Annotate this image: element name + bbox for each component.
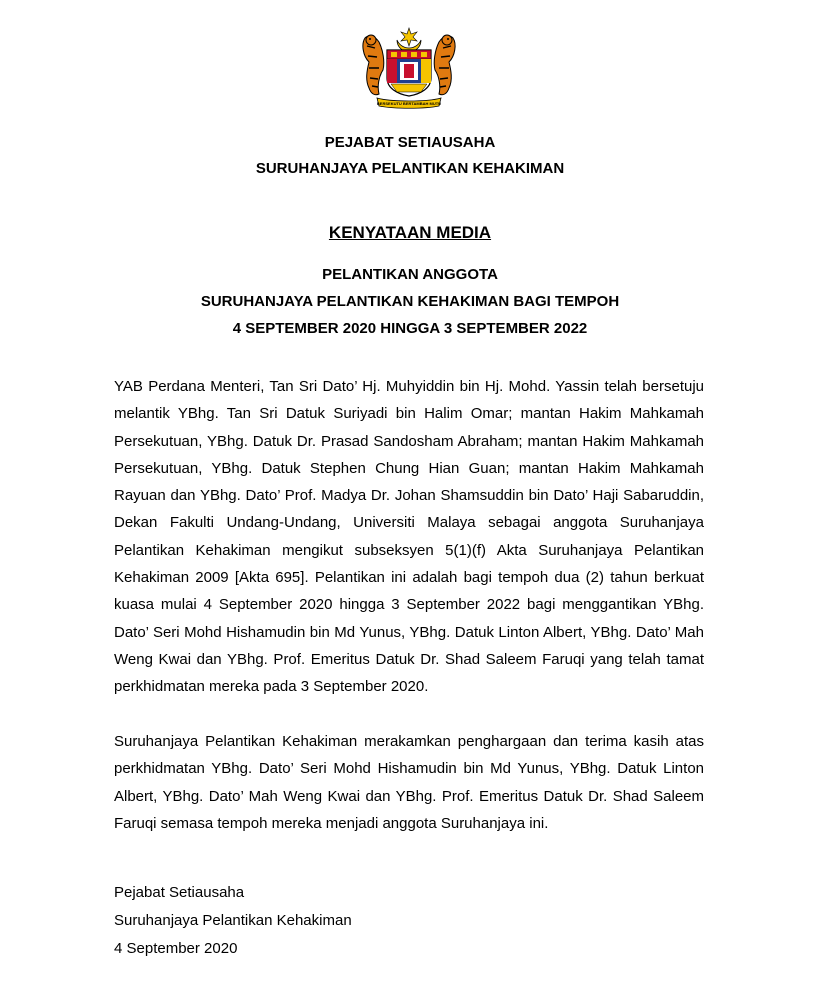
right-tiger-icon — [434, 35, 455, 95]
paragraph-appreciation: Suruhanjaya Pelantikan Kehakiman merakamkan penghargaan dan terima kasih atas perkhidmatan YBhg. Dato’ Seri Mohd Hishamudin bin Md Yunus, YBhg. Datuk Linton Albert, YBhg. Dato’ Mah Weng Kwai dan YBhg. Prof. Emeritus Datuk Dr. Shad Saleem Faruqi semasa tempoh mereka menjadi anggota Suruhanjaya ini. — [114, 733, 704, 832]
crescent-star-icon — [397, 28, 421, 52]
svg-text:BERSEKUTU BERTAMBAH MUTU: BERSEKUTU BERTAMBAH MUTU — [376, 101, 442, 106]
office-heading — [0, 130, 820, 182]
subtitle-line-3: 4 SEPTEMBER 2020 HINGGA 3 SEPTEMBER 2022 — [232, 320, 588, 337]
signoff-date: 4 September 2020 — [114, 940, 238, 957]
subtitle-line-2: SURUHANJAYA PELANTIKAN KEHAKIMAN BAGI TEMPOH — [200, 293, 620, 310]
signoff-commission: Suruhanjaya Pelantikan Kehakiman — [114, 912, 352, 929]
motto-scroll — [377, 98, 441, 108]
document-subtitle — [0, 261, 820, 342]
signoff-block — [114, 879, 352, 963]
signoff-office: Pejabat Setiausaha — [114, 884, 245, 901]
office-heading-line-2: SURUHANJAYA PELANTIKAN KEHAKIMAN — [255, 160, 565, 177]
left-tiger-icon — [363, 35, 384, 95]
document-title-text: KENYATAAN MEDIA — [328, 223, 492, 242]
subtitle-line-1: PELANTIKAN ANGGOTA — [322, 266, 498, 283]
shield-icon — [387, 50, 431, 96]
document-title — [0, 221, 820, 245]
malaysia-coat-of-arms-icon — [357, 26, 461, 110]
paragraph-appointment: YAB Perdana Menteri, Tan Sri Dato’ Hj. Muhyiddin bin Hj. Mohd. Yassin telah bersetuju melantik YBhg. Tan Sri Datuk Suriyadi bin Halim Omar; mantan Hakim Mahkamah Persekutuan, YBhg. Datuk Dr. Prasad Sandosham Abraham; mantan Hakim Mahkamah Persekutuan, YBhg. Datuk Stephen Chung Hian Guan; mantan Hakim Mahkamah Rayuan dan YBhg. Dato’ Prof. Madya Dr. Johan Shamsuddin bin Dato’ Haji Sabaruddin, Dekan Fakulti Undang-Undang, Universiti Malaya sebagai anggota Suruhanjaya Pelantikan Kehakiman mengikut subseksyen 5(1)(f) Akta Suruhanjaya Pelantikan Kehakiman 2009 [Akta 695]. Pelantikan ini adalah bagi tempoh dua (2) tahun berkuat kuasa mulai 4 September 2020 hingga 3 September 2022 bagi menggantikan YBhg. Dato’ Seri Mohd Hishamudin bin Md Yunus, YBhg. Datuk Linton Albert, YBhg. Dato’ Mah Weng Kwai dan YBhg. Prof. Emeritus Datuk Dr. Shad Saleem Faruqi yang telah tamat perkhidmatan mereka pada 3 September 2020. — [114, 378, 704, 696]
office-heading-line-1: PEJABAT SETIAUSAHA — [324, 134, 496, 151]
